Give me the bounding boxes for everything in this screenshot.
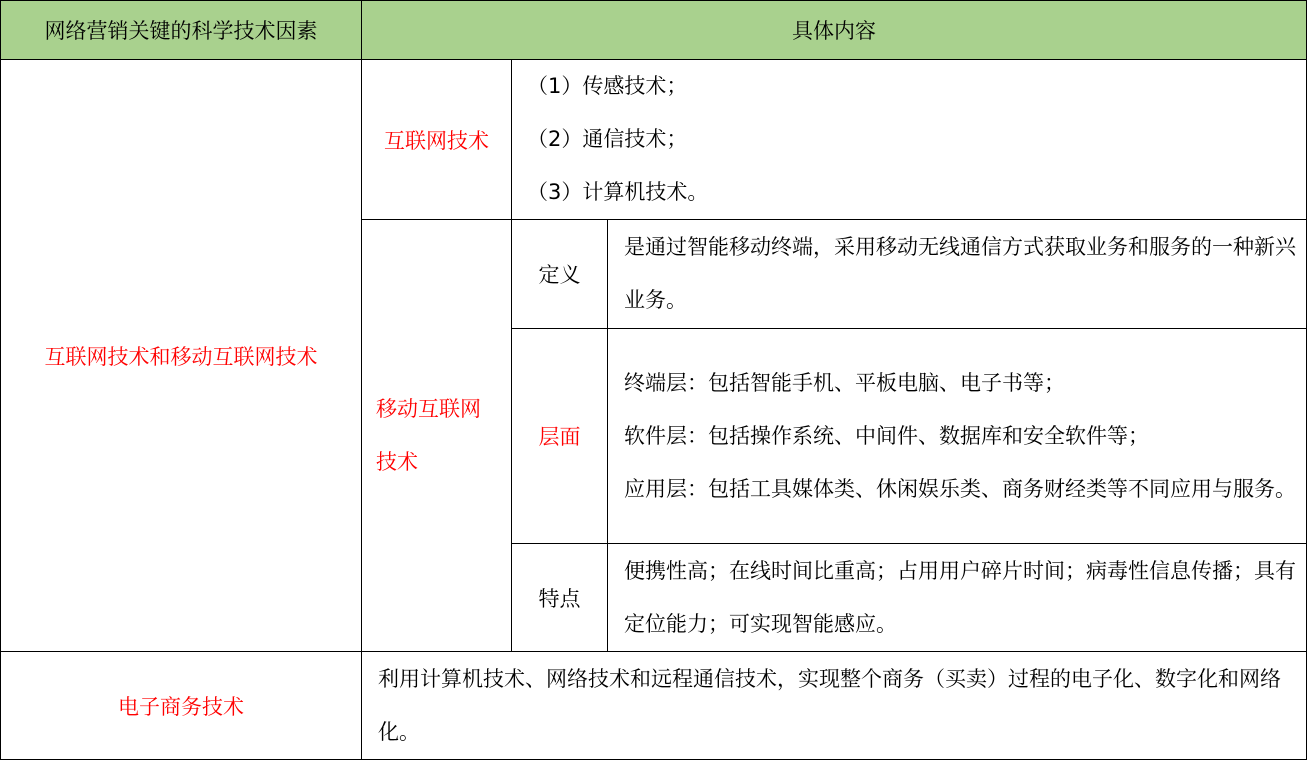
internet-label-cell: 互联网技术	[362, 60, 512, 220]
definition-text: 是通过智能移动终端，采用移动无线通信方式获取业务和服务的一种新兴业务。	[624, 235, 1296, 312]
internet-row	[1, 60, 1307, 220]
mobile-label: 移动互联网技术	[376, 396, 481, 474]
features-text-cell	[608, 544, 1307, 652]
section2-title-cell: 电子商务技术	[1, 652, 362, 760]
internet-items-cell	[512, 60, 1307, 220]
features-label-cell: 特点	[512, 544, 608, 652]
layer-item: 应用层：包括工具媒体类、休闲娱乐类、商务财经类等不同应用与服务。	[624, 476, 1296, 501]
layer-item: 软件层：包括操作系统、中间件、数据库和安全软件等；	[624, 423, 1149, 448]
internet-item: （1）传感技术；	[527, 74, 688, 98]
ecommerce-text-cell	[362, 652, 1307, 760]
header-content-cell: 具体内容	[362, 1, 1307, 60]
internet-item: （3）计算机技术。	[527, 180, 709, 204]
mobile-label-cell	[362, 220, 512, 652]
definition-label-cell: 定义	[512, 220, 608, 329]
section1-title-cell: 互联网技术和移动互联网技术	[1, 60, 362, 652]
header-factor-cell: 网络营销关键的科学技术因素	[1, 1, 362, 60]
layers-text-cell	[608, 329, 1307, 544]
internet-item: （2）通信技术；	[527, 127, 688, 151]
definition-text-cell	[608, 220, 1307, 329]
ecommerce-text: 利用计算机技术、网络技术和远程通信技术，实现整个商务（买卖）过程的电子化、数字化和网络化。	[378, 666, 1281, 744]
header-row	[1, 1, 1307, 60]
layer-item: 终端层：包括智能手机、平板电脑、电子书等；	[624, 370, 1065, 395]
features-text: 便携性高；在线时间比重高；占用用户碎片时间；病毒性信息传播；具有定位能力；可实现智能感应。	[624, 558, 1296, 636]
ecommerce-row	[1, 652, 1307, 760]
layers-label-cell: 层面	[512, 329, 608, 544]
